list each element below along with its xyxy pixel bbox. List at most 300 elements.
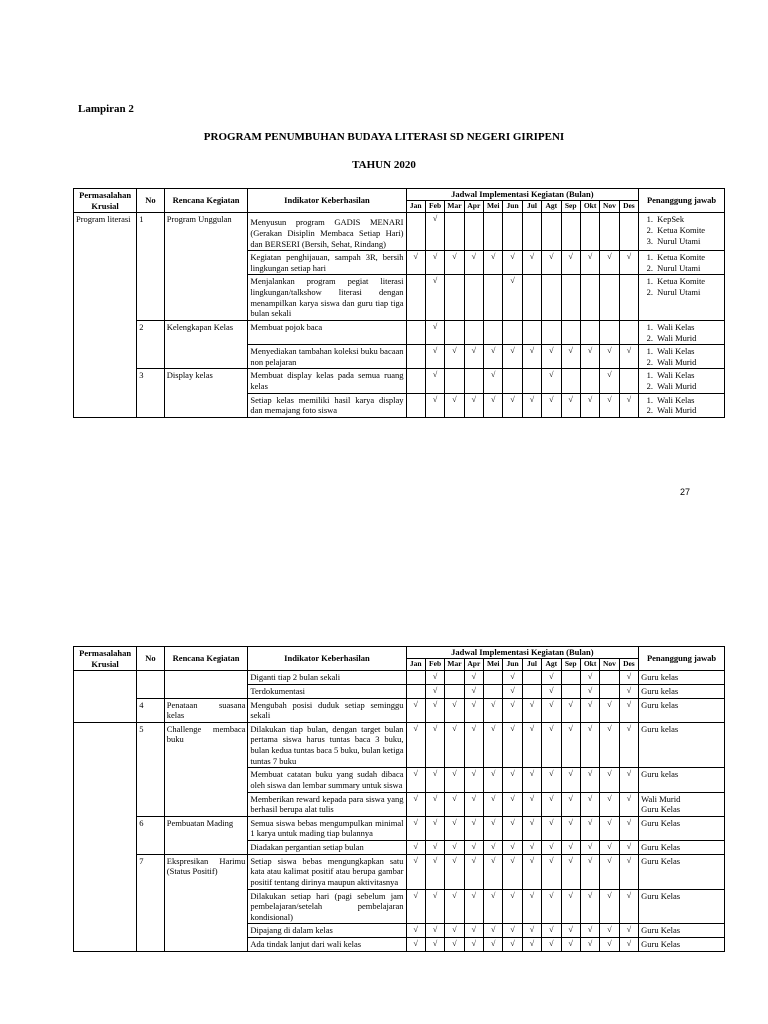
- month-cell: √: [484, 938, 503, 952]
- penanggung-cell: [639, 275, 725, 321]
- page-number: 27: [680, 487, 691, 497]
- penanggung-item: 2. Wali Murid: [655, 381, 722, 392]
- month-cell: √: [542, 938, 561, 952]
- month-cell: [445, 369, 464, 393]
- month-cell: [445, 320, 464, 344]
- rencana-cell: Kelengkapan Kelas: [164, 320, 248, 369]
- month-cell: √: [522, 889, 541, 924]
- month-cell: √: [406, 251, 425, 275]
- penanggung-item: 1. Ketua Komite: [655, 252, 722, 263]
- table-row: [74, 698, 725, 722]
- rencana-cell: Pembuatan Mading: [164, 816, 248, 854]
- indikator-cell: Setiap kelas memiliki hasil karya display dan memajang foto siswa: [248, 393, 406, 417]
- penanggung-item: Guru Kelas: [641, 890, 681, 901]
- penanggung-item: Guru kelas: [641, 672, 679, 683]
- month-cell: √: [542, 684, 561, 698]
- month-cell: √: [580, 722, 599, 768]
- month-cell: [561, 671, 580, 685]
- month-cell: [542, 275, 561, 321]
- lampiran-label: Lampiran 2: [78, 103, 134, 115]
- month-cell: [406, 213, 425, 251]
- indikator-cell: Ada tindak lanjut dari wali kelas: [248, 938, 406, 952]
- month-header-apr: Apr: [464, 659, 483, 671]
- month-cell: √: [542, 369, 561, 393]
- month-cell: √: [406, 722, 425, 768]
- month-cell: √: [503, 684, 522, 698]
- month-header-sep: Sep: [561, 201, 580, 213]
- month-cell: √: [425, 698, 444, 722]
- header-jadwal: Jadwal Implementasi Kegiatan (Bulan): [406, 647, 639, 659]
- month-cell: √: [561, 251, 580, 275]
- month-cell: [445, 213, 464, 251]
- table-row: [74, 854, 725, 889]
- penanggung-cell: [639, 698, 725, 722]
- month-cell: √: [600, 816, 619, 840]
- month-cell: √: [464, 722, 483, 768]
- month-cell: [600, 320, 619, 344]
- month-cell: √: [522, 345, 541, 369]
- month-cell: √: [600, 768, 619, 792]
- indikator-cell: Menyediakan tambahan koleksi buku bacaan non pelajaran: [248, 345, 406, 369]
- month-cell: √: [484, 924, 503, 938]
- header-no: No: [137, 647, 165, 671]
- table-row: [74, 722, 725, 768]
- no-cell: 6: [137, 816, 165, 854]
- penanggung-item: 1. Wali Kelas: [655, 395, 722, 406]
- month-cell: √: [600, 393, 619, 417]
- month-cell: [561, 684, 580, 698]
- month-cell: √: [561, 924, 580, 938]
- month-cell: √: [522, 768, 541, 792]
- month-cell: √: [542, 841, 561, 855]
- penanggung-cell: [639, 854, 725, 889]
- month-cell: √: [619, 768, 639, 792]
- month-header-jan: Jan: [406, 659, 425, 671]
- month-cell: √: [561, 698, 580, 722]
- penanggung-item: 2. Wali Murid: [655, 357, 722, 368]
- no-cell: 5: [137, 722, 165, 816]
- month-cell: √: [522, 792, 541, 816]
- program-table-2: [73, 646, 725, 952]
- month-cell: √: [619, 393, 639, 417]
- month-cell: √: [619, 345, 639, 369]
- month-cell: √: [445, 345, 464, 369]
- month-header-jan: Jan: [406, 201, 425, 213]
- rencana-cell: Penataan suasana kelas: [164, 698, 248, 722]
- permasalahan-cell: [74, 671, 137, 723]
- penanggung-item: Guru Kelas: [641, 939, 681, 949]
- month-cell: [542, 320, 561, 344]
- month-cell: √: [542, 345, 561, 369]
- month-cell: √: [445, 722, 464, 768]
- rencana-cell: Challenge membaca buku: [164, 722, 248, 816]
- month-cell: √: [425, 369, 444, 393]
- penanggung-item: 2. Nurul Utami: [655, 287, 722, 298]
- month-cell: √: [445, 768, 464, 792]
- month-cell: √: [619, 792, 639, 816]
- month-cell: √: [464, 854, 483, 889]
- month-cell: [619, 320, 639, 344]
- month-cell: [406, 345, 425, 369]
- month-cell: √: [619, 722, 639, 768]
- indikator-cell: Memberikan reward kepada para siswa yang berhasil berupa alat tulis: [248, 792, 406, 816]
- penanggung-item: Guru Kelas: [641, 804, 681, 815]
- month-cell: √: [464, 251, 483, 275]
- penanggung-item: Guru Kelas: [641, 855, 681, 866]
- month-cell: √: [503, 345, 522, 369]
- month-cell: √: [522, 722, 541, 768]
- penanggung-cell: [639, 369, 725, 393]
- month-cell: [580, 213, 599, 251]
- month-cell: √: [580, 345, 599, 369]
- month-cell: √: [619, 841, 639, 855]
- rencana-cell: [164, 671, 248, 698]
- month-cell: [522, 369, 541, 393]
- month-cell: √: [580, 671, 599, 685]
- month-cell: [484, 671, 503, 685]
- month-cell: √: [619, 854, 639, 889]
- month-cell: √: [542, 816, 561, 840]
- month-cell: √: [445, 816, 464, 840]
- month-cell: √: [561, 393, 580, 417]
- month-cell: √: [600, 889, 619, 924]
- month-cell: [600, 671, 619, 685]
- month-cell: [445, 684, 464, 698]
- month-cell: [406, 275, 425, 321]
- month-cell: [464, 275, 483, 321]
- month-cell: √: [561, 792, 580, 816]
- month-cell: √: [503, 275, 522, 321]
- month-cell: √: [425, 320, 444, 344]
- no-cell: 4: [137, 698, 165, 722]
- month-cell: √: [503, 722, 522, 768]
- month-cell: √: [464, 816, 483, 840]
- month-cell: √: [522, 924, 541, 938]
- month-cell: √: [561, 889, 580, 924]
- month-cell: [445, 671, 464, 685]
- month-cell: √: [445, 841, 464, 855]
- month-cell: √: [503, 854, 522, 889]
- month-header-jul: Jul: [522, 201, 541, 213]
- month-cell: √: [425, 816, 444, 840]
- month-cell: [522, 213, 541, 251]
- month-cell: √: [619, 251, 639, 275]
- month-cell: [619, 369, 639, 393]
- month-header-nov: Nov: [600, 201, 619, 213]
- penanggung-item: 2. Wali Murid: [655, 333, 722, 344]
- month-cell: √: [561, 816, 580, 840]
- month-cell: √: [600, 841, 619, 855]
- month-cell: [406, 684, 425, 698]
- month-cell: √: [503, 924, 522, 938]
- penanggung-item: Guru Kelas: [641, 817, 681, 828]
- month-cell: √: [561, 938, 580, 952]
- penanggung-cell: [639, 938, 725, 952]
- indikator-cell: Diadakan pergantian setiap bulan: [248, 841, 406, 855]
- penanggung-item: Guru Kelas: [641, 842, 681, 852]
- month-cell: √: [445, 251, 464, 275]
- penanggung-item: Guru Kelas: [641, 925, 681, 936]
- month-cell: √: [600, 924, 619, 938]
- month-cell: √: [580, 768, 599, 792]
- penanggung-list: [641, 322, 722, 343]
- month-cell: √: [600, 938, 619, 952]
- month-cell: [484, 684, 503, 698]
- month-cell: √: [503, 768, 522, 792]
- month-cell: √: [561, 722, 580, 768]
- month-cell: [484, 275, 503, 321]
- month-cell: √: [406, 854, 425, 889]
- month-cell: √: [484, 251, 503, 275]
- month-cell: [406, 320, 425, 344]
- penanggung-item: 1. KepSek: [655, 214, 722, 225]
- rencana-cell: Ekspresikan Harimu (Status Positif): [164, 854, 248, 951]
- header-indikator: Indikator Keberhasilan: [248, 189, 406, 213]
- month-cell: √: [503, 816, 522, 840]
- month-header-okt: Okt: [580, 201, 599, 213]
- month-cell: √: [600, 251, 619, 275]
- month-cell: √: [542, 251, 561, 275]
- month-cell: √: [580, 698, 599, 722]
- month-cell: √: [580, 938, 599, 952]
- month-cell: √: [425, 393, 444, 417]
- month-cell: √: [425, 251, 444, 275]
- month-cell: √: [464, 938, 483, 952]
- month-cell: √: [619, 938, 639, 952]
- indikator-cell: Terdokumentasi: [248, 684, 406, 698]
- month-cell: [522, 275, 541, 321]
- month-cell: √: [464, 684, 483, 698]
- month-cell: √: [445, 924, 464, 938]
- month-cell: √: [580, 889, 599, 924]
- no-cell: 1: [137, 213, 165, 321]
- penanggung-item: Wali Murid: [641, 793, 681, 804]
- month-cell: √: [503, 671, 522, 685]
- penanggung-cell: [639, 816, 725, 840]
- month-cell: √: [580, 841, 599, 855]
- month-cell: √: [561, 345, 580, 369]
- month-cell: [600, 275, 619, 321]
- month-cell: √: [542, 792, 561, 816]
- penanggung-cell: [639, 768, 725, 792]
- month-cell: √: [580, 816, 599, 840]
- month-cell: √: [425, 345, 444, 369]
- month-cell: √: [464, 924, 483, 938]
- month-cell: √: [445, 889, 464, 924]
- month-cell: [406, 369, 425, 393]
- month-cell: [464, 369, 483, 393]
- month-cell: √: [484, 698, 503, 722]
- month-cell: √: [484, 768, 503, 792]
- month-cell: √: [600, 345, 619, 369]
- month-cell: √: [600, 698, 619, 722]
- month-cell: √: [425, 722, 444, 768]
- header-indikator: Indikator Keberhasilan: [248, 647, 406, 671]
- month-cell: [542, 213, 561, 251]
- month-cell: √: [484, 889, 503, 924]
- indikator-cell: Setiap siswa bebas mengungkapkan satu kata atau kalimat positif atau berupa gambar positif tentang dirinya maupun aktivitasnya: [248, 854, 406, 889]
- month-cell: √: [406, 841, 425, 855]
- month-cell: √: [561, 841, 580, 855]
- month-header-agt: Agt: [542, 659, 561, 671]
- penanggung-item: 1. Ketua Komite: [655, 276, 722, 287]
- penanggung-item: 1. Wali Kelas: [655, 370, 722, 381]
- month-cell: √: [425, 841, 444, 855]
- month-cell: √: [464, 671, 483, 685]
- month-cell: √: [484, 841, 503, 855]
- month-cell: √: [522, 841, 541, 855]
- month-cell: √: [580, 684, 599, 698]
- month-cell: √: [542, 924, 561, 938]
- penanggung-cell: [639, 841, 725, 855]
- month-cell: √: [425, 924, 444, 938]
- penanggung-item: Guru kelas: [641, 769, 679, 780]
- month-header-mar: Mar: [445, 659, 464, 671]
- month-header-des: Des: [619, 659, 639, 671]
- indikator-cell: Membuat pojok baca: [248, 320, 406, 344]
- penanggung-list: [641, 276, 722, 297]
- month-header-feb: Feb: [425, 659, 444, 671]
- no-cell: 7: [137, 854, 165, 951]
- penanggung-item: 2. Ketua Komite: [655, 225, 722, 236]
- month-cell: [561, 320, 580, 344]
- penanggung-cell: [639, 393, 725, 417]
- header-rencana: Rencana Kegiatan: [164, 647, 248, 671]
- month-header-mar: Mar: [445, 201, 464, 213]
- penanggung-item: Guru kelas: [641, 699, 679, 710]
- month-cell: √: [484, 816, 503, 840]
- penanggung-item: 3. Nurul Utami: [655, 236, 722, 247]
- month-cell: √: [600, 722, 619, 768]
- month-cell: [503, 213, 522, 251]
- month-cell: √: [522, 698, 541, 722]
- month-cell: √: [484, 722, 503, 768]
- header-permasalahan: Permasalahan Krusial: [74, 647, 137, 671]
- month-cell: √: [484, 345, 503, 369]
- month-header-nov: Nov: [600, 659, 619, 671]
- month-cell: √: [464, 345, 483, 369]
- month-cell: [561, 213, 580, 251]
- month-cell: √: [445, 938, 464, 952]
- month-header-okt: Okt: [580, 659, 599, 671]
- month-header-jun: Jun: [503, 201, 522, 213]
- penanggung-item: 2. Nurul Utami: [655, 263, 722, 274]
- indikator-cell: Dilakukan tiap bulan, dengan target bulan pertama siswa harus tuntas baca 3 buku, bulan kedua tuntas baca 5 buku, bulan ketiga tuntas 7 buku: [248, 722, 406, 768]
- month-cell: √: [425, 768, 444, 792]
- month-cell: √: [522, 816, 541, 840]
- month-cell: √: [542, 393, 561, 417]
- penanggung-cell: [639, 345, 725, 369]
- month-cell: √: [406, 792, 425, 816]
- month-cell: √: [580, 251, 599, 275]
- month-header-jul: Jul: [522, 659, 541, 671]
- month-header-sep: Sep: [561, 659, 580, 671]
- month-cell: √: [406, 698, 425, 722]
- month-cell: √: [406, 768, 425, 792]
- penanggung-cell: [639, 924, 725, 938]
- month-cell: √: [561, 768, 580, 792]
- month-cell: √: [406, 889, 425, 924]
- month-cell: [600, 213, 619, 251]
- month-cell: √: [619, 684, 639, 698]
- header-jadwal: Jadwal Implementasi Kegiatan (Bulan): [406, 189, 639, 201]
- month-cell: [464, 320, 483, 344]
- penanggung-cell: [639, 792, 725, 816]
- header-penanggung: Penanggung jawab: [639, 647, 725, 671]
- month-cell: √: [464, 889, 483, 924]
- month-cell: √: [484, 854, 503, 889]
- indikator-cell: Diganti tiap 2 bulan sekali: [248, 671, 406, 685]
- month-cell: √: [542, 698, 561, 722]
- month-cell: √: [425, 792, 444, 816]
- penanggung-item: Guru kelas: [641, 685, 679, 696]
- month-cell: √: [542, 722, 561, 768]
- month-cell: √: [425, 671, 444, 685]
- month-cell: √: [406, 938, 425, 952]
- month-cell: √: [542, 889, 561, 924]
- rencana-cell: Display kelas: [164, 369, 248, 418]
- penanggung-cell: [639, 251, 725, 275]
- month-cell: √: [542, 671, 561, 685]
- month-cell: [561, 275, 580, 321]
- month-cell: √: [503, 889, 522, 924]
- month-cell: [619, 275, 639, 321]
- document-title: PROGRAM PENUMBUHAN BUDAYA LITERASI SD NEGERI GIRIPENI: [203, 131, 565, 143]
- penanggung-item: 2. Wali Murid: [655, 405, 722, 416]
- month-header-des: Des: [619, 201, 639, 213]
- month-cell: √: [445, 854, 464, 889]
- indikator-cell: Dipajang di dalam kelas: [248, 924, 406, 938]
- indikator-cell: Kegiatan penghijauan, sampah 3R, bersih lingkungan setiap hari: [248, 251, 406, 275]
- no-cell: 2: [137, 320, 165, 369]
- month-cell: √: [619, 889, 639, 924]
- month-cell: [406, 671, 425, 685]
- month-cell: √: [406, 924, 425, 938]
- month-cell: √: [484, 393, 503, 417]
- month-cell: √: [445, 698, 464, 722]
- month-cell: √: [600, 854, 619, 889]
- month-cell: √: [503, 938, 522, 952]
- header-permasalahan: Permasalahan Krusial: [74, 189, 137, 213]
- penanggung-cell: [639, 213, 725, 251]
- month-cell: √: [522, 938, 541, 952]
- penanggung-list: [641, 214, 722, 246]
- header-no: No: [137, 189, 165, 213]
- permasalahan-cell: Program literasi: [74, 213, 137, 418]
- rencana-cell: Program Unggulan: [164, 213, 248, 321]
- month-cell: [580, 320, 599, 344]
- month-header-agt: Agt: [542, 201, 561, 213]
- penanggung-item: Guru kelas: [641, 723, 679, 734]
- month-cell: √: [600, 369, 619, 393]
- penanggung-list: [641, 370, 722, 391]
- month-cell: √: [425, 213, 444, 251]
- month-cell: √: [542, 768, 561, 792]
- table-row: [74, 320, 725, 344]
- month-cell: √: [445, 393, 464, 417]
- month-cell: [522, 320, 541, 344]
- month-cell: [464, 213, 483, 251]
- penanggung-cell: [639, 889, 725, 924]
- indikator-cell: Semua siswa bebas mengumpulkan minimal 1 karya untuk mading tiap bulannya: [248, 816, 406, 840]
- table-row: [74, 671, 725, 685]
- month-cell: √: [580, 924, 599, 938]
- month-header-mei: Mei: [484, 201, 503, 213]
- month-header-mei: Mei: [484, 659, 503, 671]
- indikator-cell: Membuat display kelas pada semua ruang kelas: [248, 369, 406, 393]
- month-cell: [561, 369, 580, 393]
- header-rencana: Rencana Kegiatan: [164, 189, 248, 213]
